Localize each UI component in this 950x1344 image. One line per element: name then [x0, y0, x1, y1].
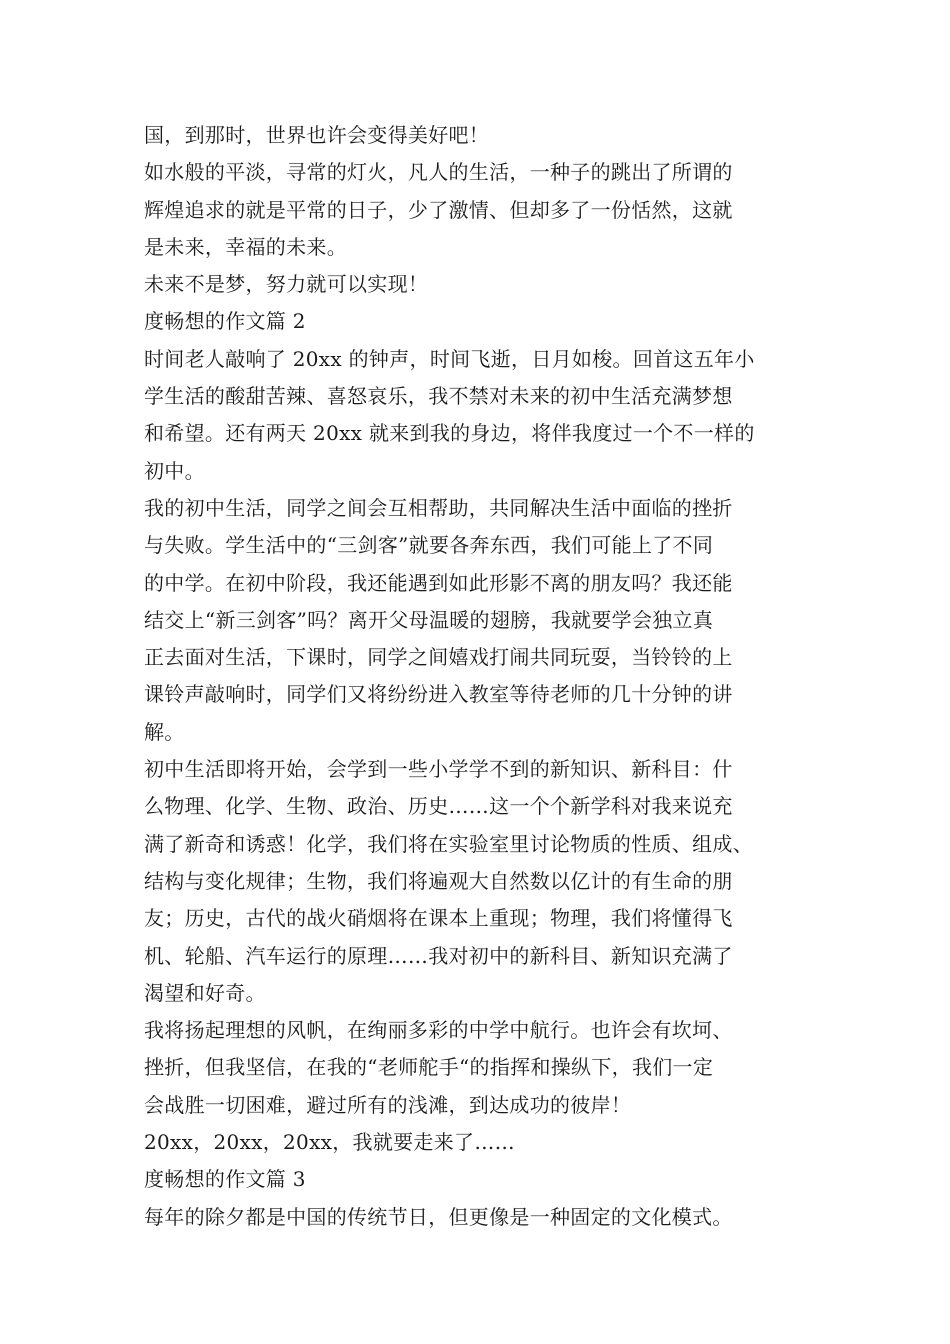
text-line: 挫折，但我坚信，在我的“老师舵手“的指挥和操纵下，我们一定: [144, 1055, 714, 1080]
text-line: 机、轮船、汽车运行的原理……我对初中的新科目、新知识充满了: [144, 943, 733, 968]
section-heading-2: [144, 303, 824, 340]
paragraph-1: [144, 117, 824, 154]
text-line: 我将扬起理想的风帆，在绚丽多彩的中学中航行。也许会有坎坷、: [144, 1018, 733, 1043]
text-line: 和希望。还有两天 20xx 就来到我的身边，将伴我度过一个不一样的: [144, 421, 755, 446]
text-line: 国，到那时，世界也许会变得美好吧！: [144, 123, 490, 147]
text-line: 我的初中生活，同学之间会互相帮助，共同解决生活中面临的挫折: [144, 495, 733, 520]
heading-text: 度畅想的作文篇 2: [144, 309, 306, 334]
text-line: 时间老人敲响了 20xx 的钟声，时间飞逝，日月如梭。回首这五年小: [144, 346, 755, 371]
text-line: 么物理、化学、生物、政治、历史……这一个个新学科对我来说充: [144, 794, 733, 819]
text-line: 渴望和好奇。: [144, 980, 266, 1005]
text-line: 初中生活即将开始，会学到一些小学学不到的新知识、新科目：什: [144, 757, 733, 782]
text-line: 满了新奇和诱惑！化学，我们将在实验室里讨论物质的性质、组成、: [144, 831, 753, 856]
text-line: 学生活的酸甜苦辣、喜怒哀乐，我不禁对未来的初中生活充满梦想: [144, 384, 733, 409]
section-heading-3: [144, 1161, 824, 1198]
paragraph-9: [144, 1199, 824, 1236]
heading-text: 度畅想的作文篇 3: [144, 1167, 306, 1192]
paragraph-3: [144, 266, 824, 303]
text-line: 如水般的平淡，寻常的灯火，凡人的生活，一种子的跳出了所谓的: [144, 160, 733, 185]
paragraph-6: [144, 751, 824, 1012]
text-line: 未来不是梦，努力就可以实现！: [144, 272, 429, 297]
document-body: [144, 117, 824, 1236]
paragraph-8: [144, 1124, 824, 1161]
text-line: 初中。: [144, 458, 205, 483]
text-line: 的中学。在初中阶段，我还能遇到如此形影不离的朋友吗？我还能: [144, 570, 733, 595]
text-line: 与失败。学生活中的“三剑客”就要各奔东西，我们可能上了不同: [144, 533, 714, 558]
text-line: 友；历史，古代的战火硝烟将在课本上重现；物理，我们将懂得飞: [144, 906, 733, 931]
text-line: 20xx，20xx，20xx，我就要走来了……: [144, 1130, 515, 1155]
text-line: 课铃声敲响时，同学们又将纷纷进入教室等待老师的几十分钟的讲: [144, 682, 733, 707]
text-line: 正去面对生活，下课时，同学之间嬉戏打闹共同玩耍，当铃铃的上: [144, 645, 733, 670]
text-line: 辉煌追求的就是平常的日子，少了激情、但却多了一份恬然，这就: [144, 197, 733, 222]
paragraph-5: [144, 490, 824, 751]
text-line: 解。: [144, 719, 185, 744]
text-line: 会战胜一切困难，避过所有的浅滩，到达成功的彼岸！: [144, 1092, 632, 1117]
text-line: 每年的除夕都是中国的传统节日，但更像是一种固定的文化模式。: [144, 1204, 733, 1229]
paragraph-7: [144, 1012, 824, 1124]
text-line: 是未来，幸福的未来。: [144, 234, 347, 259]
paragraph-2: [144, 154, 824, 266]
text-line: 结交上“新三剑客”吗？离开父母温暖的翅膀，我就要学会独立真: [144, 607, 714, 632]
paragraph-4: [144, 341, 824, 490]
text-line: 结构与变化规律；生物，我们将遍观大自然数以亿计的有生命的朋: [144, 868, 733, 893]
